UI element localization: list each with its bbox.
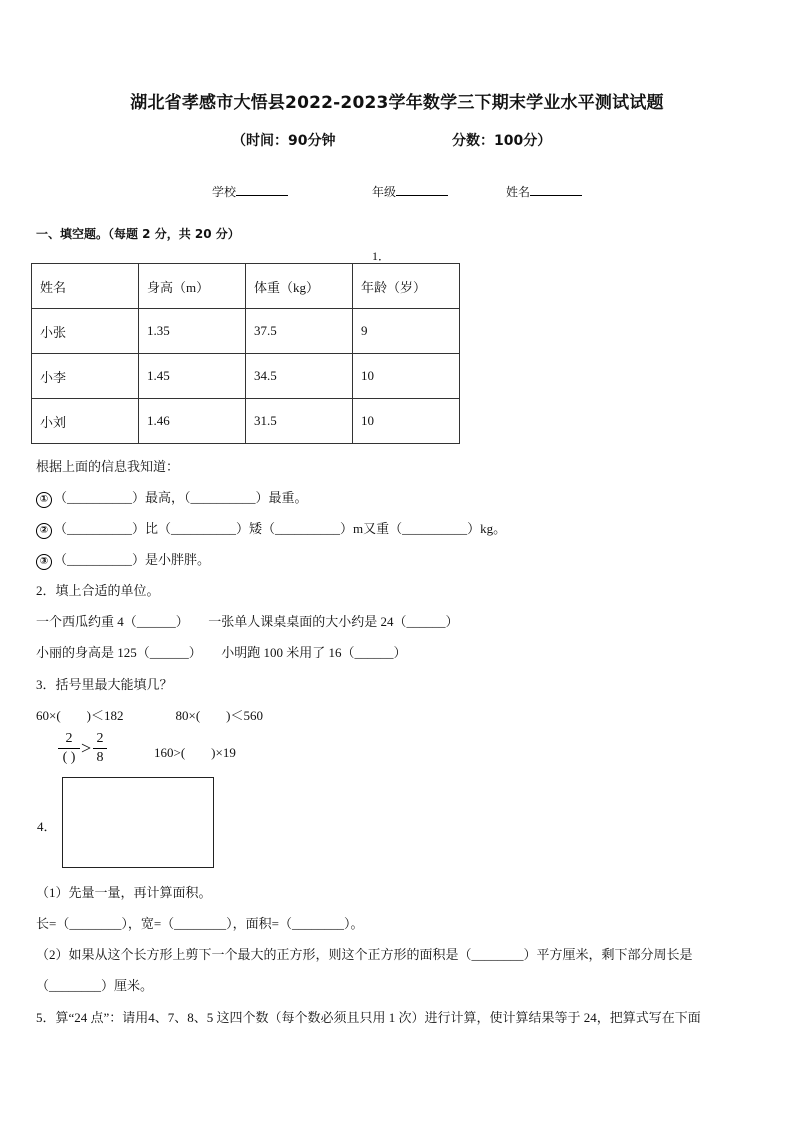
fraction-numerator: 2 <box>65 731 73 746</box>
q1-intro: 根据上面的信息我知道： <box>36 459 180 474</box>
q3-title: 3．括号里最大能填几？ <box>36 677 173 692</box>
question-number-4: 4． <box>37 819 57 834</box>
fraction-denominator: 8 <box>96 750 104 765</box>
name-field <box>506 182 582 200</box>
table-header-cell: 姓名 <box>32 264 139 309</box>
table-cell: 1.35 <box>139 309 246 354</box>
school-label: 学校 <box>212 185 237 199</box>
table-row <box>32 399 460 444</box>
school-field <box>212 182 288 200</box>
table-cell: 小张 <box>32 309 139 354</box>
name-label: 姓名 <box>506 185 531 199</box>
table-header-cell: 年龄（岁） <box>353 264 460 309</box>
fraction-numerator: 2 <box>96 731 104 746</box>
table-row <box>32 309 460 354</box>
q4-part-2: （2）如果从这个长方形上剪下一个最大的正方形，则这个正方形的面积是（________）平方厘米，剩下部分周长是 <box>36 947 693 962</box>
grade-blank[interactable] <box>396 182 448 196</box>
q2-line-2: 小丽的身高是 125（______） 小明跑 100 米用了 16（______） <box>36 645 407 660</box>
q1-line-2-text: （__________）比（__________）矮（__________）m又重（__________）kg。 <box>54 521 507 536</box>
table-cell: 34.5 <box>246 354 353 399</box>
q3-line-1: 60×( )＜182 80×( )＜560 <box>36 708 263 723</box>
q1-line-2 <box>36 518 506 539</box>
q2-line-1: 一个西瓜约重 4（______） 一张单人课桌桌面的大小约是 24（______） <box>36 614 459 629</box>
q1-line-1-text: （__________）最高，（__________）最重。 <box>54 490 308 505</box>
q4-part-2-continued: （________）厘米。 <box>36 978 154 993</box>
greater-than-sign: > <box>81 738 92 758</box>
table-cell: 37.5 <box>246 309 353 354</box>
info-table <box>31 263 460 444</box>
circled-one-icon: ① <box>36 492 52 508</box>
page-title: 湖北省孝感市大悟县2022-2023学年数学三下期末学业水平测试试题 <box>130 93 664 113</box>
table-cell: 小刘 <box>32 399 139 444</box>
table-cell: 31.5 <box>246 399 353 444</box>
time-label: （时间：90分钟 <box>232 133 336 149</box>
table-cell: 1.46 <box>139 399 246 444</box>
score-label: 分数：100分） <box>452 133 552 149</box>
question-number-1: 1． <box>372 249 391 263</box>
grade-field <box>372 182 448 200</box>
table-cell: 9 <box>353 309 460 354</box>
fraction-bar <box>93 748 107 749</box>
fraction-blank-denominator <box>58 731 80 766</box>
q1-line-3-text: （__________）是小胖胖。 <box>54 552 211 567</box>
table-cell: 1.45 <box>139 354 246 399</box>
grade-label: 年级 <box>372 185 397 199</box>
q4-dimensions-line: 长=（________），宽=（________），面积=（________）。 <box>36 916 364 931</box>
rectangle-figure <box>62 777 214 868</box>
q1-line-3 <box>36 549 210 570</box>
table-header-cell: 身高（m） <box>139 264 246 309</box>
section-heading: 一、填空题。（每题 2 分，共 20 分） <box>36 227 240 241</box>
fraction-bar <box>58 748 80 749</box>
table-header-cell: 体重（kg） <box>246 264 353 309</box>
table-cell: 10 <box>353 354 460 399</box>
table-row <box>32 354 460 399</box>
q4-part-1: （1）先量一量，再计算面积。 <box>36 885 212 900</box>
q5-text: 5．算“24 点”：请用4、7、8、5 这四个数（每个数必须且只用 1 次）进行计算，使计算结果等于 24，把算式写在下面 <box>36 1010 701 1025</box>
q2-title: 2．填上合适的单位。 <box>36 583 160 598</box>
fraction-two-eighths <box>93 731 107 766</box>
fraction-denominator[interactable]: ( ) <box>62 750 76 765</box>
table-cell: 10 <box>353 399 460 444</box>
table-cell: 小李 <box>32 354 139 399</box>
circled-two-icon: ② <box>36 523 52 539</box>
q3-expr-2: 160>( )×19 <box>154 745 236 760</box>
school-blank[interactable] <box>236 182 288 196</box>
circled-three-icon: ③ <box>36 554 52 570</box>
table-header-row <box>32 264 460 309</box>
name-blank[interactable] <box>530 182 582 196</box>
q1-line-1 <box>36 487 308 508</box>
